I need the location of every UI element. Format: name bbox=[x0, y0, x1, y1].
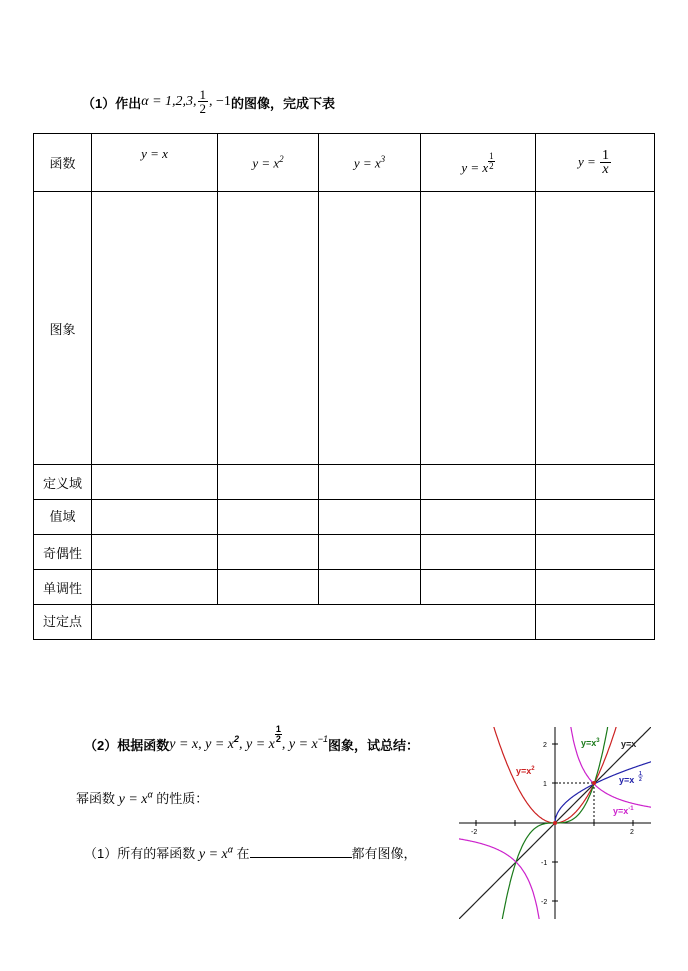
table-row-monotonicity bbox=[34, 570, 655, 605]
label-y-x3: $y=x^3$ bbox=[581, 738, 600, 748]
function-header-y-x2 bbox=[218, 134, 319, 192]
q1-alpha-tail: , −1 bbox=[209, 94, 231, 109]
row-label-parity: 奇偶性 bbox=[34, 535, 92, 570]
cell-graph-2[interactable] bbox=[218, 192, 319, 465]
function-y-inverse-base: y = bbox=[577, 153, 600, 169]
function-y-x2-exponent: 2 bbox=[279, 153, 284, 164]
function-y-sqrt-x-exponent bbox=[488, 152, 495, 171]
function-header-y-sqrt-x bbox=[421, 134, 536, 192]
cell-range-1[interactable] bbox=[92, 500, 218, 535]
cell-fixed-point-5[interactable] bbox=[536, 605, 655, 640]
q1-alpha-expression: α = 1,2,3, bbox=[141, 94, 197, 109]
power-function-graph bbox=[459, 727, 651, 919]
exponent-denominator: 2 bbox=[489, 161, 494, 171]
label-y-inverse: $y=x^{-1}$ bbox=[613, 806, 634, 816]
cell-range-4[interactable] bbox=[421, 500, 536, 535]
function-header-y-x3 bbox=[319, 134, 421, 192]
cell-monotonicity-1[interactable] bbox=[92, 570, 218, 605]
question-1-heading bbox=[82, 88, 335, 116]
q2-exponent-half bbox=[275, 725, 282, 744]
q2-functions-part3: , y = x bbox=[281, 736, 318, 752]
inverse-numerator: 1 bbox=[602, 147, 610, 163]
cell-domain-3[interactable] bbox=[319, 465, 421, 500]
table-row-range bbox=[34, 500, 655, 535]
inverse-denominator: x bbox=[602, 161, 609, 177]
row-label-monotonicity: 单调性 bbox=[34, 570, 92, 605]
q2-exponent-denominator: 2 bbox=[275, 734, 281, 744]
function-header-y-inverse-x bbox=[536, 134, 655, 192]
cell-graph-3[interactable] bbox=[319, 192, 421, 465]
tick-y-2: 2 bbox=[543, 742, 547, 749]
q2-suffix: 图象，试总结： bbox=[328, 738, 420, 753]
cell-monotonicity-5[interactable] bbox=[536, 570, 655, 605]
cell-range-5[interactable] bbox=[536, 500, 655, 535]
properties-prefix: 幂函数 bbox=[76, 791, 116, 806]
cell-range-3[interactable] bbox=[319, 500, 421, 535]
tick-labels bbox=[471, 742, 634, 906]
table-row-domain bbox=[34, 465, 655, 500]
row-label-fixed-point: 过定点 bbox=[34, 605, 92, 640]
q1-frac-numerator: 1 bbox=[199, 87, 207, 102]
table-row-parity bbox=[34, 535, 655, 570]
property-1-in: 在 bbox=[236, 846, 250, 861]
cell-domain-1[interactable] bbox=[92, 465, 218, 500]
q2-exponent-numerator: 1 bbox=[275, 724, 281, 734]
point-origin bbox=[553, 821, 557, 825]
tick-y-neg1: -1 bbox=[541, 860, 548, 867]
q2-exponent-neg1: −1 bbox=[317, 733, 329, 744]
label-y-x: y=x bbox=[621, 739, 637, 749]
cell-parity-1[interactable] bbox=[92, 535, 218, 570]
cell-range-2[interactable] bbox=[218, 500, 319, 535]
function-y-x3-exponent: 3 bbox=[380, 153, 386, 164]
property-1-exponent: α bbox=[227, 844, 233, 855]
function-y-inverse-fraction bbox=[600, 149, 611, 177]
curve-labels bbox=[516, 738, 643, 816]
label-y-sqrt-x-exponent-den: 2 bbox=[639, 777, 642, 783]
property-1-blank[interactable] bbox=[250, 845, 352, 858]
property-1-prefix: （1）所有的幂函数 bbox=[84, 846, 196, 861]
function-y-x-text: y = x bbox=[141, 146, 168, 161]
property-1-suffix: 都有图像， bbox=[351, 846, 417, 861]
q1-frac-denominator: 2 bbox=[199, 101, 207, 116]
function-y-x3-base: y = x bbox=[353, 155, 381, 171]
header-label-cell: 函数 bbox=[34, 134, 92, 192]
q2-prefix: （2）根据函数 bbox=[84, 738, 170, 753]
cell-graph-5[interactable] bbox=[536, 192, 655, 465]
power-function-properties-line bbox=[76, 788, 208, 808]
properties-expression: y = x bbox=[118, 792, 148, 807]
properties-suffix: 的性质： bbox=[156, 791, 209, 806]
cell-monotonicity-2[interactable] bbox=[218, 570, 319, 605]
q1-prefix: （1）作出 bbox=[82, 95, 142, 111]
table-row-fixed-point bbox=[34, 605, 655, 640]
cell-domain-4[interactable] bbox=[421, 465, 536, 500]
cell-domain-2[interactable] bbox=[218, 465, 319, 500]
curve-y-sqrt-x bbox=[555, 761, 651, 823]
cell-monotonicity-4[interactable] bbox=[421, 570, 536, 605]
tick-y-neg2: -2 bbox=[541, 899, 548, 906]
q2-exponent-2: 2 bbox=[233, 733, 239, 744]
q2-functions-part1: y = x, y = x bbox=[169, 736, 234, 752]
cell-graph-1[interactable] bbox=[92, 192, 218, 465]
q1-suffix: 的图像，完成下表 bbox=[230, 95, 335, 111]
power-function-table bbox=[33, 133, 655, 640]
property-1-expression: y = x bbox=[198, 847, 228, 862]
tick-x-neg2: -2 bbox=[471, 829, 478, 836]
table-row-graph bbox=[34, 192, 655, 465]
row-label-range: 值域 bbox=[34, 500, 92, 535]
cell-parity-5[interactable] bbox=[536, 535, 655, 570]
label-y-sqrt-x: y=x bbox=[619, 775, 635, 785]
cell-graph-4[interactable] bbox=[421, 192, 536, 465]
q2-functions-part2: , y = x bbox=[239, 736, 275, 752]
table-header-row bbox=[34, 134, 655, 192]
label-y-sqrt-x-exponent: 1 bbox=[639, 771, 642, 777]
cell-parity-2[interactable] bbox=[218, 535, 319, 570]
label-y-x2: $y=x^2$ bbox=[516, 766, 535, 776]
row-label-domain: 定义域 bbox=[34, 465, 92, 500]
cell-parity-4[interactable] bbox=[421, 535, 536, 570]
q1-alpha-fraction bbox=[198, 88, 209, 116]
property-1-line bbox=[84, 843, 417, 863]
question-2-heading bbox=[84, 724, 420, 754]
cell-monotonicity-3[interactable] bbox=[319, 570, 421, 605]
function-y-x2-base: y = x bbox=[252, 155, 280, 171]
cell-parity-3[interactable] bbox=[319, 535, 421, 570]
tick-y-1: 1 bbox=[543, 781, 547, 788]
cell-domain-5[interactable] bbox=[536, 465, 655, 500]
tick-x-2: 2 bbox=[630, 829, 634, 836]
properties-exponent: α bbox=[147, 789, 153, 800]
exponent-numerator: 1 bbox=[489, 151, 494, 161]
point-1-1 bbox=[592, 781, 596, 785]
cell-fixed-point-merged[interactable] bbox=[92, 605, 536, 640]
row-label-graph: 图象 bbox=[34, 192, 92, 465]
function-header-y-x bbox=[92, 134, 218, 192]
function-y-sqrt-x-base: y = x bbox=[461, 160, 489, 175]
